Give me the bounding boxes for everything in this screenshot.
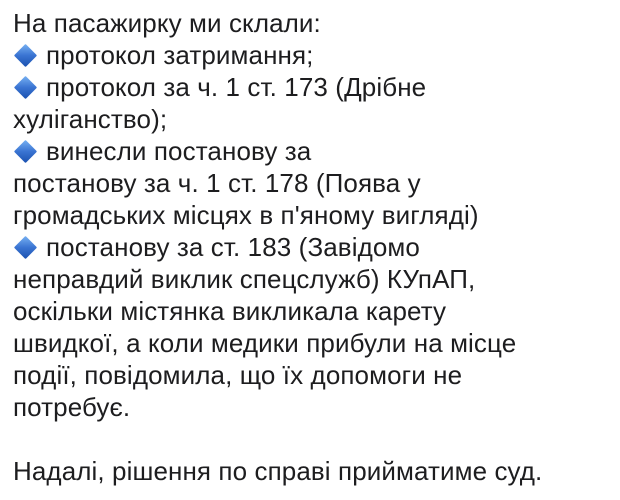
text-line	[13, 231, 607, 263]
text-line	[13, 327, 607, 359]
text-line-content: Надалі, рішення по справі прийматиме суд.	[13, 456, 543, 486]
blue-diamond-icon	[14, 44, 37, 67]
text-line-content: оскільки містянка викликала карету	[13, 296, 447, 326]
text-line	[13, 295, 607, 327]
blue-diamond-icon	[14, 236, 37, 259]
text-line	[13, 135, 607, 167]
text-line	[13, 391, 607, 423]
blue-diamond-icon	[14, 140, 37, 163]
text-line-content: протокол затримання;	[46, 40, 314, 70]
text-line-content: неправдий виклик спецслужб) КУпАП,	[13, 264, 476, 294]
text-line	[13, 71, 607, 103]
text-line-content: хуліганство);	[13, 104, 168, 134]
text-line	[13, 7, 607, 39]
text-line	[13, 39, 607, 71]
blue-diamond-icon	[14, 76, 37, 99]
text-line-content: потребує.	[13, 392, 131, 422]
text-line-content: винесли постанову за	[46, 136, 312, 166]
text-line-content: протокол за ч. 1 ст. 173 (Дрібне	[46, 72, 427, 102]
text-line	[13, 263, 607, 295]
text-line-content: події, повідомила, що їх допомоги не	[13, 360, 463, 390]
text-line	[13, 167, 607, 199]
text-line	[13, 103, 607, 135]
text-line	[13, 359, 607, 391]
text-line	[13, 423, 607, 455]
text-line-content: громадських місцях в п'яному вигляді)	[13, 200, 479, 230]
text-line	[13, 455, 607, 487]
text-line-content: На пасажирку ми склали:	[13, 8, 321, 38]
text-line-content: швидкої, а коли медики прибули на місце	[13, 328, 517, 358]
text-line	[13, 199, 607, 231]
text-line-content: постанову за ст. 183 (Завідомо	[46, 232, 420, 262]
text-line-content: постанову за ч. 1 ст. 178 (Поява у	[13, 168, 421, 198]
